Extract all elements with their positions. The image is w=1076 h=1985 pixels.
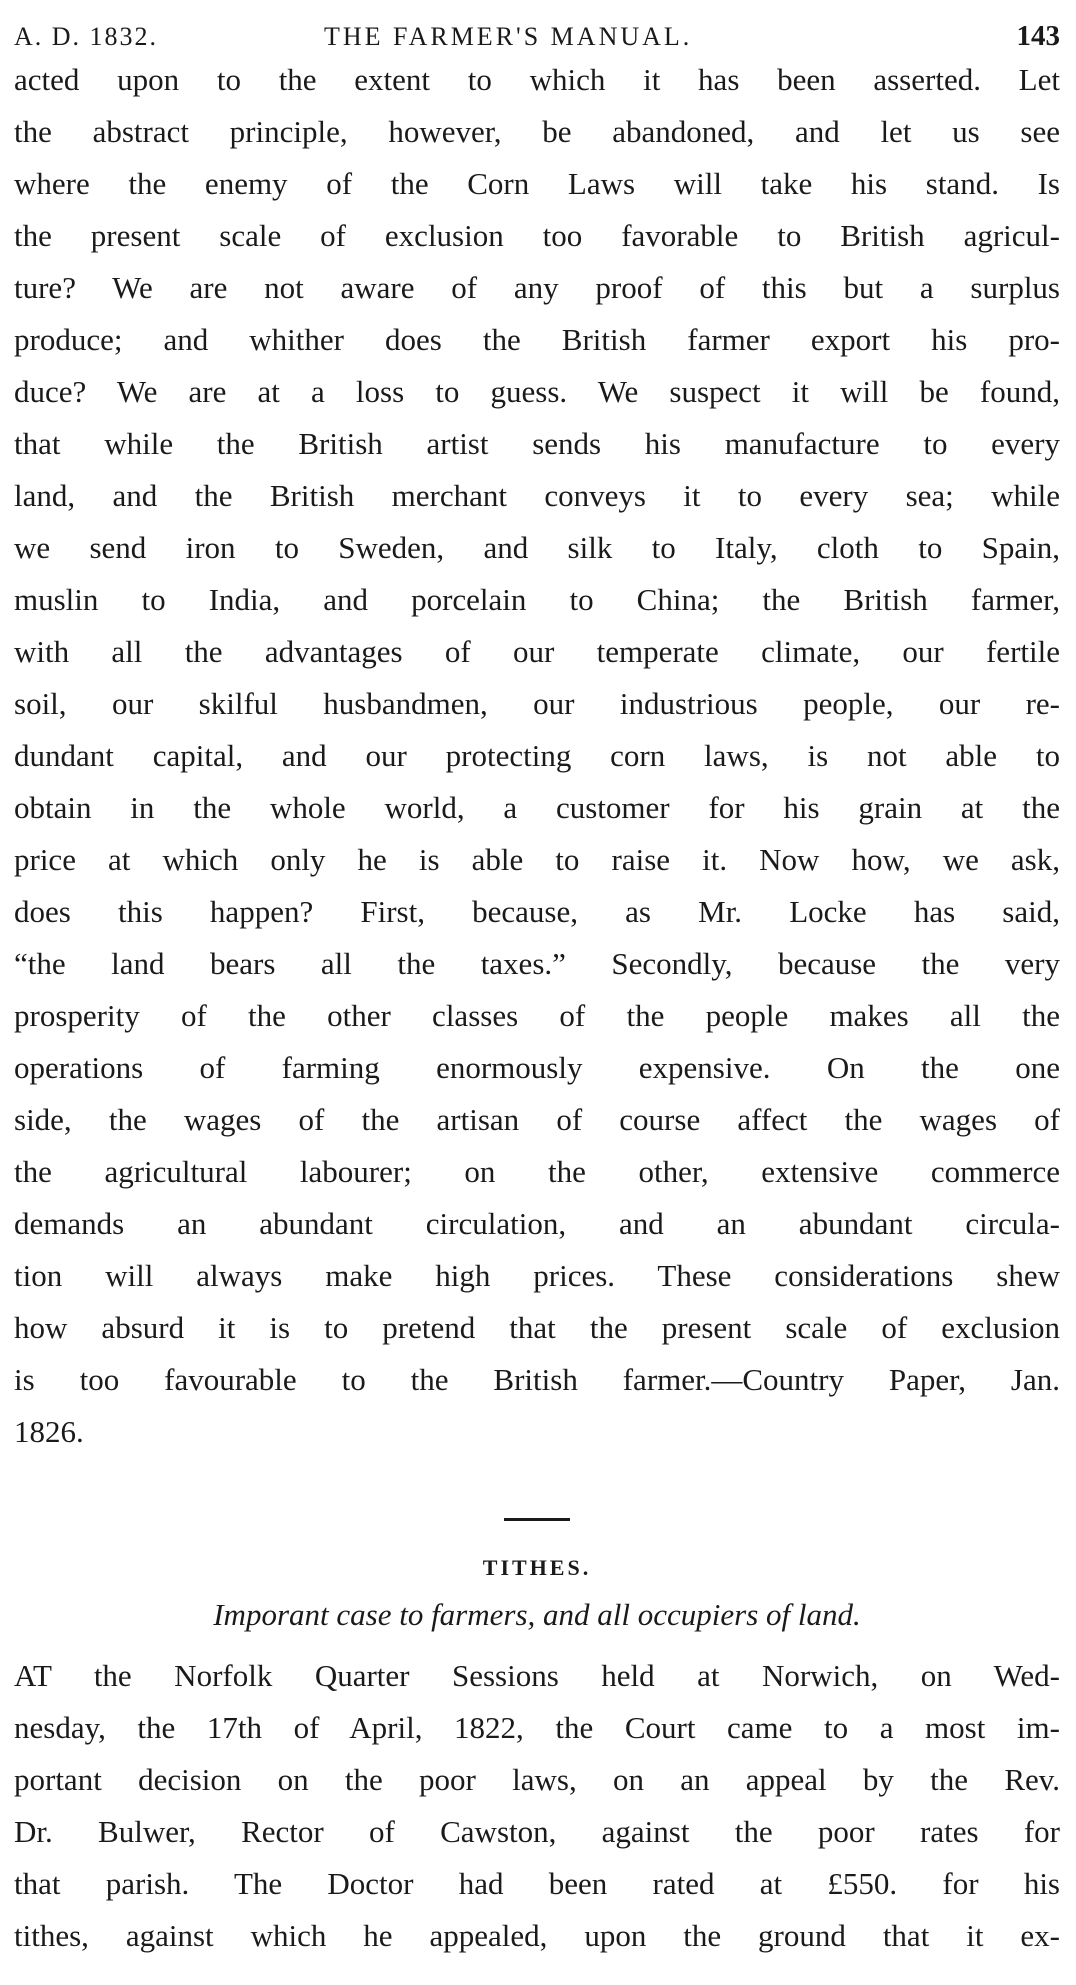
book-page — [14, 0, 1060, 1953]
body-line: operations of farming enormously expensive. On the one — [14, 1050, 1060, 1085]
page-number: 143 — [1016, 20, 1060, 52]
body-line: soil, our skilful husbandmen, our industrious people, our re- — [14, 686, 1060, 721]
section-line: nesday, the 17th of April, 1822, the Court came to a most im- — [14, 1710, 1060, 1745]
body-line: the agricultural labourer; on the other, extensive commerce — [14, 1154, 1060, 1189]
body-line: “the land bears all the taxes.” Secondly, because the very — [14, 946, 1060, 981]
body-line: does this happen? First, because, as Mr. Locke has said, — [14, 894, 1060, 929]
body-line: 1826. — [14, 1414, 84, 1449]
section-line: AT the Norfolk Quarter Sessions held at Norwich, on Wed- — [14, 1658, 1060, 1693]
body-line: that while the British artist sends his manufacture to every — [14, 426, 1060, 461]
section-divider — [504, 1518, 570, 1521]
body-line: obtain in the whole world, a customer for his grain at the — [14, 790, 1060, 825]
body-line: how absurd it is to pretend that the present scale of exclusion — [14, 1310, 1060, 1345]
running-head-year: A. D. 1832. — [14, 22, 159, 51]
body-line: price at which only he is able to raise it. Now how, we ask, — [14, 842, 1060, 877]
section-subtitle: Imporant case to farmers, and all occupiers of land. — [213, 1597, 861, 1632]
body-line: we send iron to Sweden, and silk to Italy, cloth to Spain, — [14, 530, 1060, 565]
section-title: TITHES. — [482, 1555, 592, 1580]
body-line: land, and the British merchant conveys it to every sea; while — [14, 478, 1060, 513]
body-line: tion will always make high prices. These considerations shew — [14, 1258, 1060, 1293]
article-body — [14, 54, 1060, 1458]
running-head-title: THE FARMER'S MANUAL. — [324, 22, 693, 51]
body-line: demands an abundant circulation, and an abundant circula- — [14, 1206, 1060, 1241]
body-line: ture? We are not aware of any proof of this but a surplus — [14, 270, 1060, 305]
body-line: side, the wages of the artisan of course affect the wages of — [14, 1102, 1060, 1137]
body-line: dundant capital, and our protecting corn laws, is not able to — [14, 738, 1060, 773]
body-line: prosperity of the other classes of the people makes all the — [14, 998, 1060, 1033]
section-line: Dr. Bulwer, Rector of Cawston, against the poor rates for — [14, 1814, 1060, 1849]
section-line: portant decision on the poor laws, on an appeal by the Rev. — [14, 1762, 1060, 1797]
section-line: that parish. The Doctor had been rated at £550. for his — [14, 1866, 1060, 1901]
body-line: the abstract principle, however, be abandoned, and let us see — [14, 114, 1060, 149]
body-line: duce? We are at a loss to guess. We suspect it will be found, — [14, 374, 1060, 409]
body-line: produce; and whither does the British farmer export his pro- — [14, 322, 1060, 357]
body-line: is too favourable to the British farmer.—Country Paper, Jan. — [14, 1362, 1060, 1397]
body-line: where the enemy of the Corn Laws will take his stand. Is — [14, 166, 1060, 201]
body-line: with all the advantages of our temperate climate, our fertile — [14, 634, 1060, 669]
body-line: muslin to India, and porcelain to China; the British farmer, — [14, 582, 1060, 617]
section-line: tithes, against which he appealed, upon the ground that it ex- — [14, 1918, 1060, 1953]
body-line: the present scale of exclusion too favorable to British agricul- — [14, 218, 1060, 253]
section-body — [14, 1650, 1060, 1962]
body-line: acted upon to the extent to which it has been asserted. Let — [14, 62, 1060, 97]
